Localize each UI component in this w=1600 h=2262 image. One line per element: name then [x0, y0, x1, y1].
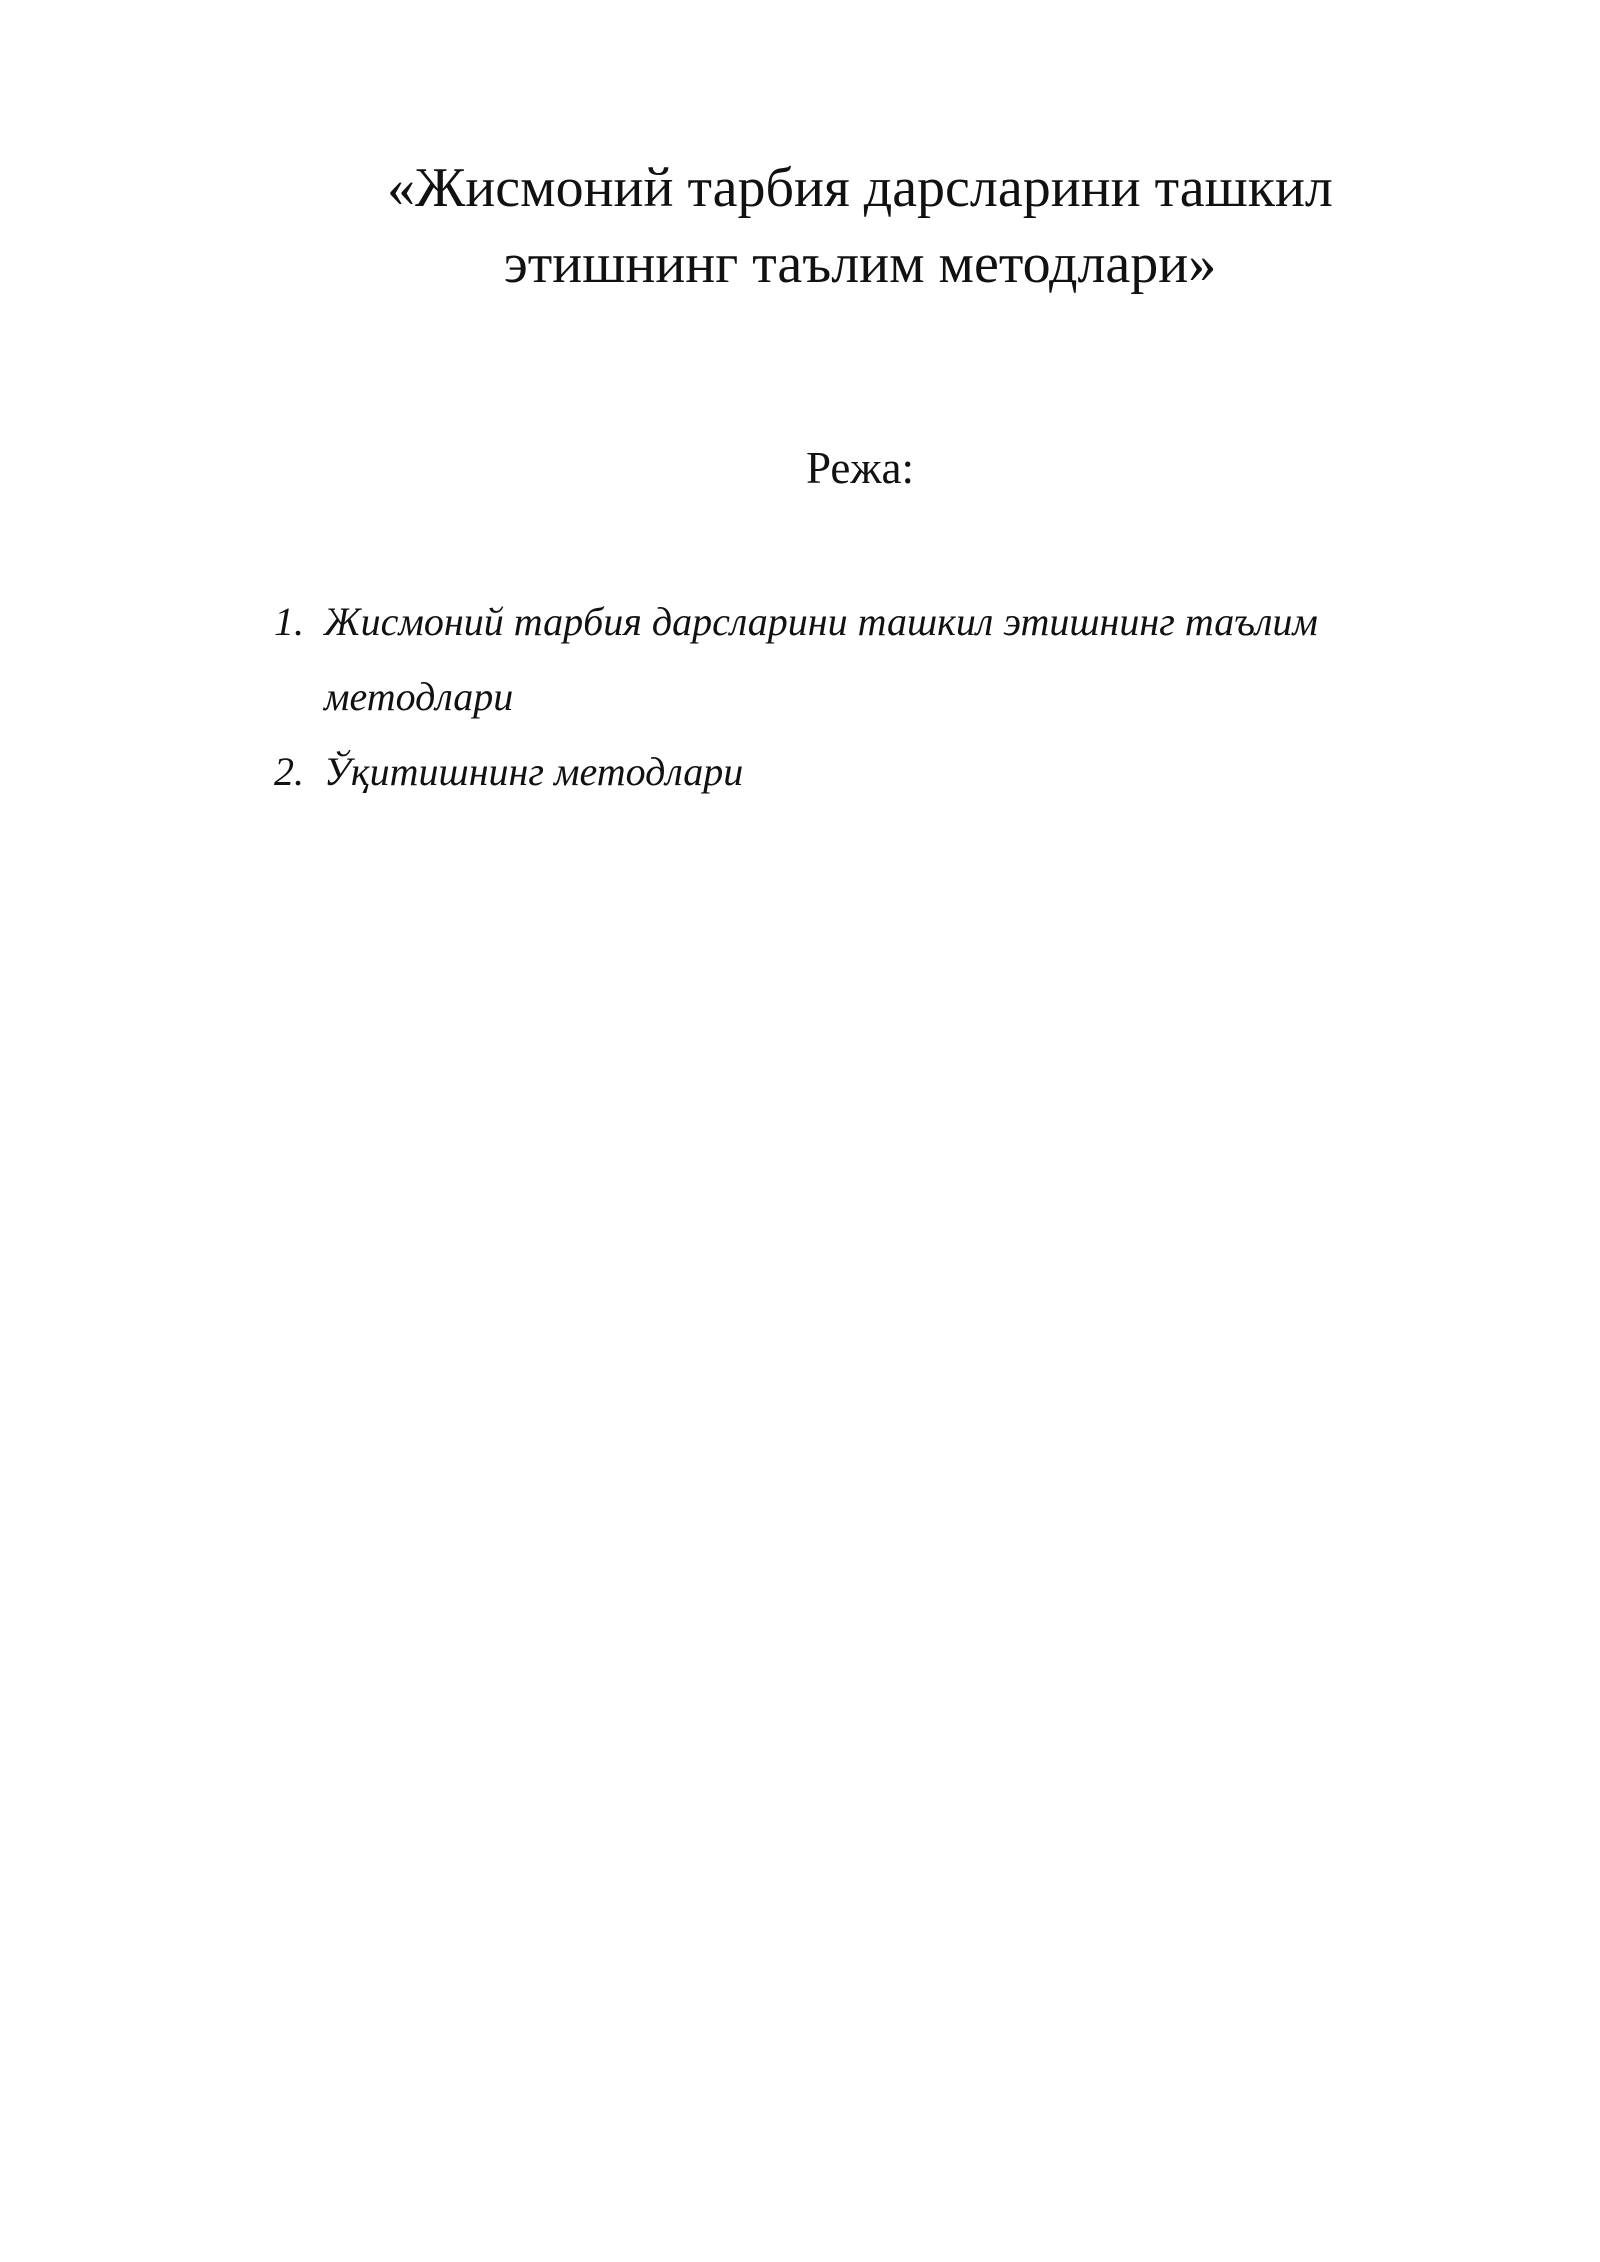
- document-title: [380, 150, 1340, 302]
- title-line-2: этишнинг таълим методлари»: [503, 233, 1217, 295]
- plan-list: [274, 584, 1414, 809]
- plan-heading: Режа:: [806, 443, 914, 493]
- plan-item-number: 2.: [274, 749, 304, 794]
- plan-item-2: [274, 734, 1414, 809]
- plan-item-1: [274, 584, 1414, 734]
- plan-item-number: 1.: [274, 599, 304, 644]
- title-line-1: «Жисмоний тарбия дарсларини ташкил: [387, 157, 1333, 219]
- plan-item-text: Жисмоний тарбия дарсларини ташкил этишнинг таълим методлари: [324, 599, 1318, 719]
- plan-item-text: Ўқитишнинг методлари: [324, 749, 744, 794]
